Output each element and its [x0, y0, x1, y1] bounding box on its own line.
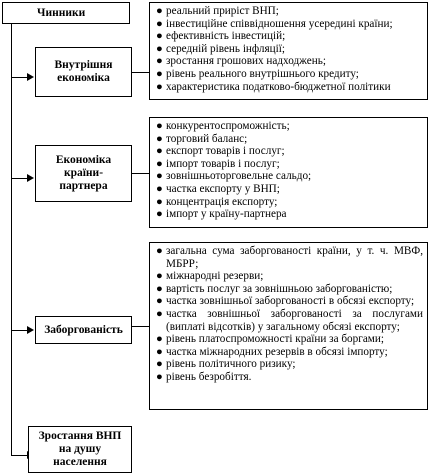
list-item: ● концентрація експорту; [156, 195, 278, 208]
trunk-line [11, 22, 12, 455]
category-label: Економіка країни-партнера [55, 154, 112, 192]
category-debt [35, 316, 132, 344]
list-item: ● рівень безробіття. [156, 370, 252, 383]
factor-list-partner-economy [149, 117, 428, 228]
bullet-icon: ● [156, 170, 163, 183]
list-item: ● частка експорту у ВНП; [156, 182, 280, 195]
bullet-icon: ● [156, 157, 163, 170]
list-item: ● частка зовнішньої заборгованості в обсязі експорту; [156, 295, 415, 308]
bullet-icon: ● [156, 30, 163, 43]
list-item: ● реальний приріст ВНП; [156, 5, 279, 17]
list-item: ● вартість послуг за зовнішньою заборгованістю; [156, 282, 393, 295]
branch-line-3 [11, 330, 28, 331]
link-line-1 [132, 72, 149, 73]
category-label: Заборгованість [44, 323, 123, 336]
list-item: ● рівень платоспроможності країни за боргами; [156, 333, 384, 346]
arrow-2 [27, 174, 34, 182]
list-item: ● експорт товарів і послуг; [156, 145, 285, 158]
bullet-icon: ● [156, 132, 163, 145]
link-line-2 [132, 173, 149, 174]
bullet-icon: ● [156, 307, 163, 320]
list-item: ● конкурентоспроможність; [156, 120, 290, 132]
list-item: ● характеристика податково-бюджетної політики [156, 80, 391, 93]
bullet-icon: ● [156, 333, 163, 346]
bullet-icon: ● [156, 370, 163, 383]
category-domestic-economy [35, 47, 132, 97]
list-item: ● імпорт у країну-партнера [156, 208, 287, 221]
list-item: ● зовнішньоторговельне сальдо; [156, 170, 312, 183]
category-label: Зростання ВНП на душу населення [38, 430, 122, 468]
list-item: ● рівень політичного ризику; [156, 358, 296, 371]
list-item: ● рівень реального внутрішнього кредиту; [156, 67, 359, 80]
bullet-icon: ● [156, 55, 163, 68]
list-item: ● імпорт товарів і послуг; [156, 157, 280, 170]
bullet-icon: ● [156, 358, 163, 371]
bullet-icon: ● [156, 145, 163, 158]
bullet-icon: ● [156, 295, 163, 308]
branch-line-1 [11, 77, 28, 78]
bullet-icon: ● [156, 120, 163, 132]
bullet-icon: ● [156, 17, 163, 30]
category-gnp-per-capita [28, 426, 132, 473]
header-title: Чинники [37, 6, 86, 19]
list-item: ● частка зовнішньої заборгованості за послугами (виплаті відсотків) у загальному обсязі експорту; [156, 307, 423, 333]
bullet-icon: ● [156, 42, 163, 55]
branch-line-4 [11, 455, 28, 456]
arrow-3 [27, 326, 34, 334]
factor-list-debt [149, 242, 428, 410]
list-item: ● загальна сума заборгованості країни, у т. ч. МВФ, МБРР; [156, 245, 423, 270]
bullet-icon: ● [156, 182, 163, 195]
list-item: ● інвестиційне співвідношення усередині країни; [156, 17, 393, 30]
bullet-icon: ● [156, 345, 163, 358]
factor-list-domestic-economy [149, 2, 428, 100]
list-item: ● зростання грошових надходжень; [156, 55, 326, 68]
header-box [2, 2, 130, 24]
branch-line-2 [11, 178, 28, 179]
list-item: ● ефективність інвестицій; [156, 30, 286, 43]
bullet-icon: ● [156, 245, 163, 257]
list-item: ● частка міжнародних резервів в обсязі імпорту; [156, 345, 388, 358]
list-item: ● середній рівень інфляції; [156, 42, 285, 55]
bullet-icon: ● [156, 282, 163, 295]
arrow-1 [27, 73, 34, 81]
list-item: ● міжнародні резерви; [156, 270, 264, 283]
list-item: ● торговий баланс; [156, 132, 248, 145]
bullet-icon: ● [156, 208, 163, 221]
category-partner-economy [35, 145, 132, 202]
category-label: Внутрішня економіка [54, 59, 113, 84]
bullet-icon: ● [156, 80, 163, 93]
link-line-3 [132, 326, 149, 327]
bullet-icon: ● [156, 67, 163, 80]
bullet-icon: ● [156, 195, 163, 208]
bullet-icon: ● [156, 270, 163, 283]
bullet-icon: ● [156, 5, 163, 17]
